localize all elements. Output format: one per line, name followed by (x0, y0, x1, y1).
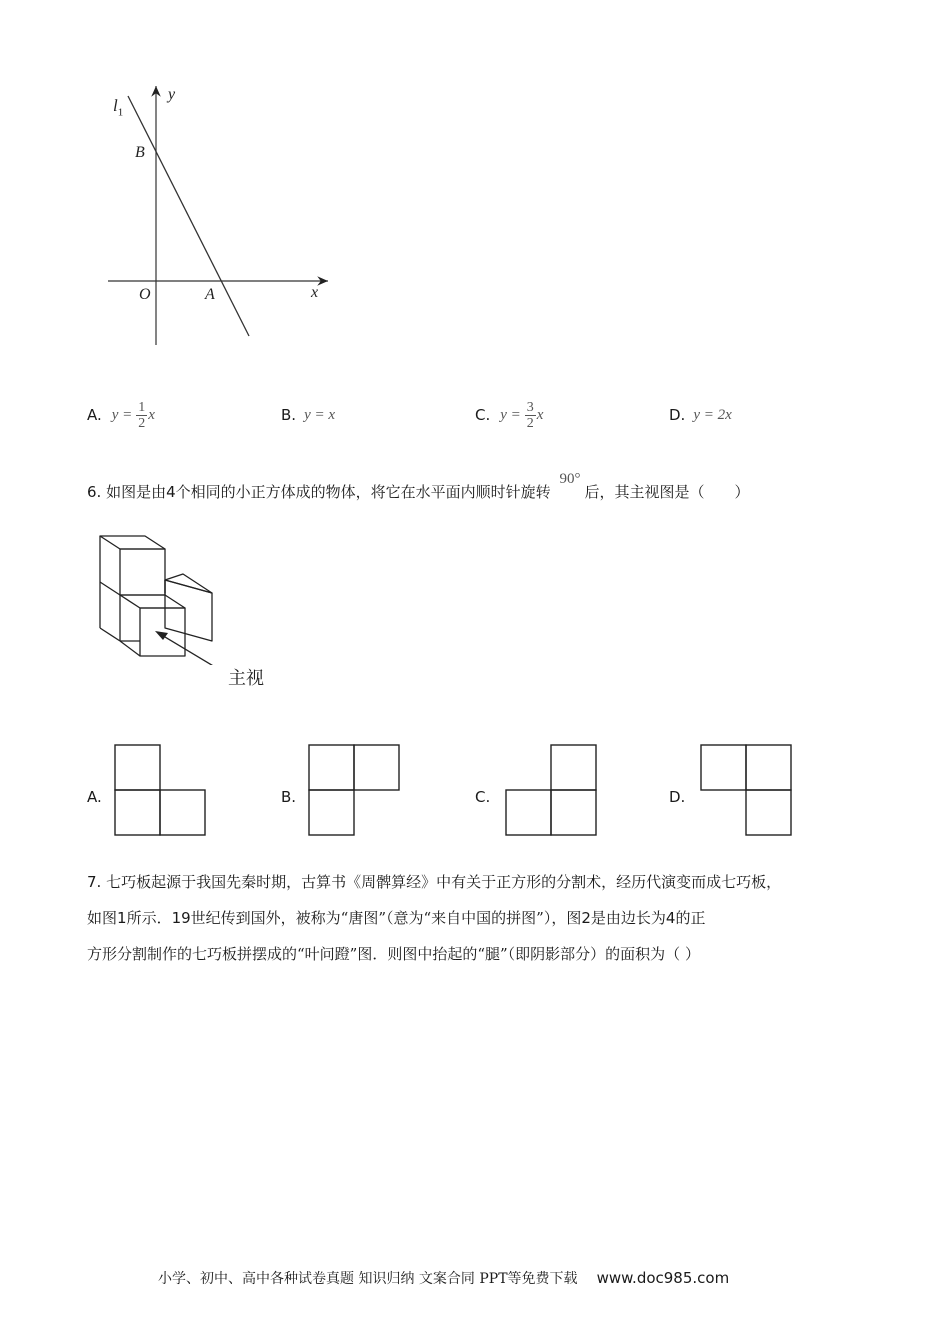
q5-option-d[interactable]: D. y = 2x (669, 406, 732, 424)
q6-option-b-view[interactable] (307, 743, 403, 837)
q6-option-d-letter[interactable]: D. (669, 788, 686, 806)
angle-90: 90° (559, 471, 581, 487)
point-b-label: B (135, 144, 145, 161)
q6-option-a-letter[interactable]: A. (87, 788, 102, 806)
point-a-label: A (205, 286, 215, 303)
q6-option-c-letter[interactable]: C. (475, 788, 491, 806)
point-o-label: O (139, 286, 151, 303)
q7-question-text: 7. 七巧板起源于我国先秦时期，古算书《周髀算经》中有关于正方形的分割术，经历代演变而成七巧板， 如图1所示．19世纪传到国外，被称为“唐图”（意为“来自中国的拼图”），图2是由边长为4的正 方形分割制作的七巧板拼摆成的“叶问蹬”图．则图中抬起的“腿”（即阴影部分）的面积为（ ） (87, 873, 782, 963)
q6-option-b-letter[interactable]: B. (281, 788, 297, 806)
main-view-label: 主视 (228, 668, 264, 689)
x-axis-label: x (311, 284, 319, 301)
cube-figure (92, 530, 232, 665)
q5-option-c[interactable]: C. y = $\frac{3}{2}$ x (475, 399, 544, 431)
fraction: $\frac{3}{2}$ (526, 399, 534, 431)
coordinate-graph (100, 80, 340, 355)
footer-url[interactable]: www.doc985.com (596, 1269, 730, 1287)
q6-question-text: 6. 如图是由4个相同的小正方体成的物体，将它在水平面内顺时针旋转 90°后，其主视图是（ ） (87, 474, 749, 511)
q6-option-a-view[interactable] (113, 743, 209, 837)
q6-option-d-view[interactable] (699, 743, 795, 837)
page-footer: 小学、初中、高中各种试卷真题 知识归纳 文案合同 PPT等免费下载 www.doc985.com (158, 1269, 730, 1287)
q5-option-a[interactable]: A. y = $\frac{1}{2}$ x (87, 399, 155, 431)
q5-option-b[interactable]: B. y = x (281, 406, 335, 424)
q6-option-c-view[interactable] (504, 743, 600, 837)
line-l1-label: $l_1$ (113, 96, 124, 119)
fraction: $\frac{1}{2}$ (138, 399, 146, 431)
y-axis-label: y (168, 86, 176, 103)
